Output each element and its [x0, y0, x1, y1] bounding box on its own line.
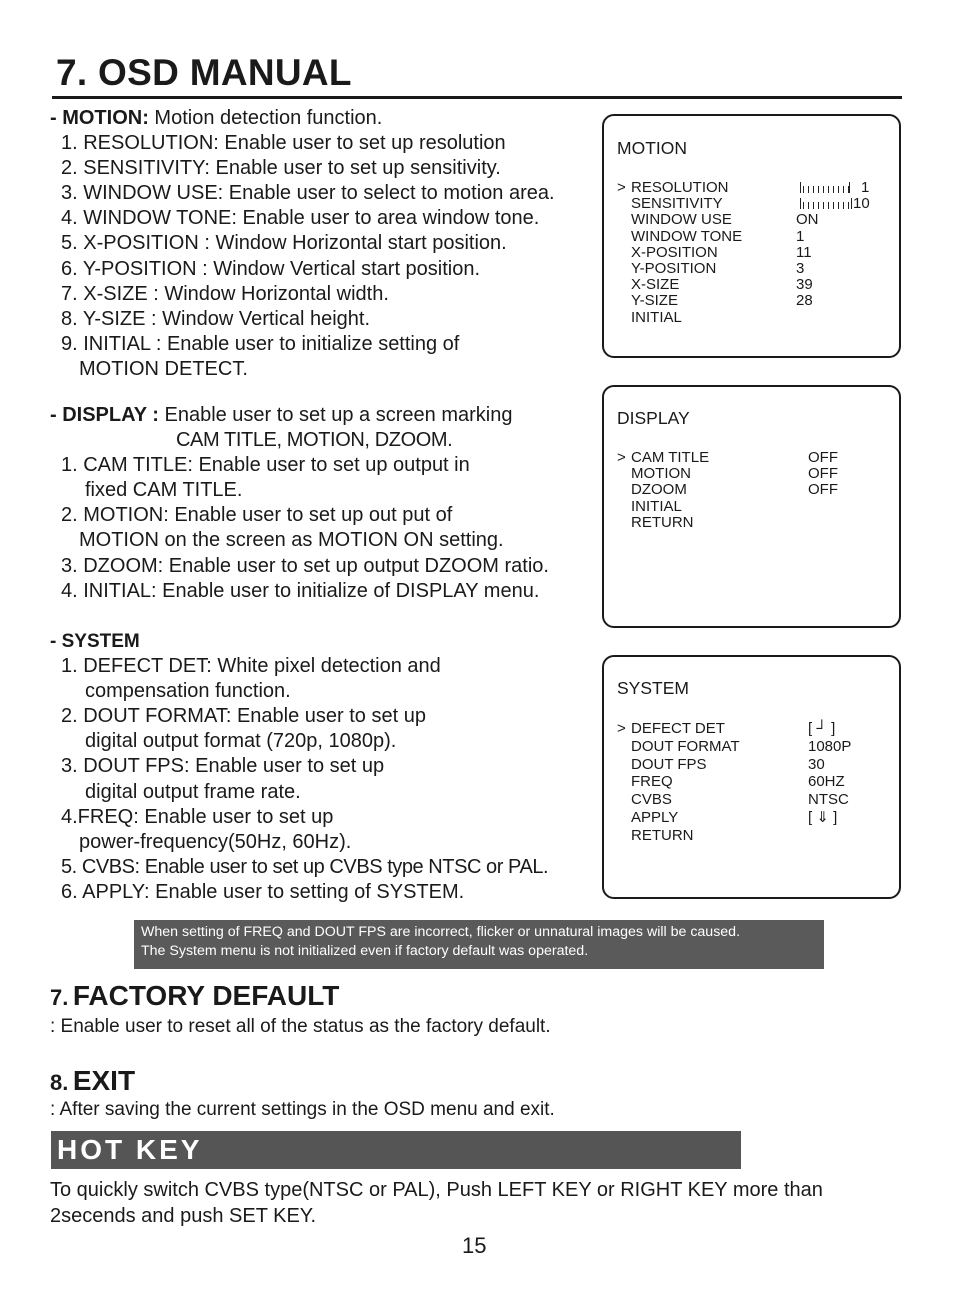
display-item-continued: MOTION on the screen as MOTION ON setting. — [79, 529, 504, 552]
osd-row-label: DOUT FPS — [631, 755, 707, 773]
osd-row-value: ON — [796, 211, 819, 229]
apply-down-arrow-icon: [ ⇓ ] — [808, 808, 838, 826]
motion-item: 7. X-SIZE : Window Horizontal width. — [61, 282, 389, 305]
system-item: 3. DOUT FPS: Enable user to set up — [61, 755, 385, 778]
osd-row-value: 28 — [796, 292, 813, 310]
display-heading-label: - DISPLAY : — [50, 404, 159, 426]
display-item: 1. CAM TITLE: Enable user to set up output in — [61, 454, 470, 477]
note-line: The System menu is not initialized even if factory default was operated. — [141, 942, 589, 959]
osd-row-value: 1080P — [808, 737, 852, 755]
system-item-continued: compensation function. — [85, 680, 291, 703]
system-item: 6. APPLY: Enable user to setting of SYSTEM. — [61, 880, 465, 903]
motion-heading — [50, 106, 555, 131]
selection-cursor-icon: > — [617, 179, 626, 196]
osd-display-panel — [602, 385, 901, 628]
section-number: 7. — [50, 985, 69, 1010]
osd-row-value: 30 — [808, 755, 825, 773]
osd-row-label: INITIAL — [631, 497, 682, 515]
enter-submenu-icon: [ ┘ ] — [808, 720, 836, 737]
hot-key-title: HOT KEY — [57, 1134, 203, 1165]
motion-section — [50, 106, 555, 382]
osd-row-value: 1 — [861, 179, 870, 196]
motion-item-continued: MOTION DETECT. — [79, 357, 248, 380]
selection-cursor-icon: > — [617, 720, 626, 737]
display-heading-desc: Enable user to set up a screen marking — [158, 404, 513, 426]
osd-row-label: RESOLUTION — [631, 179, 729, 196]
system-section — [50, 629, 548, 905]
osd-row-value: OFF — [808, 481, 838, 499]
motion-item: 1. RESOLUTION: Enable user to set up resolution — [61, 132, 506, 155]
sensitivity-slider-icon — [800, 196, 852, 212]
motion-item: 9. INITIAL : Enable user to initialize setting of — [61, 332, 460, 355]
resolution-slider-icon — [800, 180, 850, 196]
motion-item: 5. X-POSITION : Window Horizontal start position. — [61, 232, 507, 255]
page-number: 15 — [462, 1233, 487, 1258]
osd-row-value: OFF — [808, 449, 838, 466]
osd-row-label: DEFECT DET — [631, 720, 725, 737]
exit-desc: : After saving the current settings in the OSD menu and exit. — [50, 1099, 555, 1120]
note-line: When setting of FREQ and DOUT FPS are incorrect, flicker or unnatural images will be caused. — [141, 924, 741, 940]
factory-default-desc: : Enable user to reset all of the status as the factory default. — [50, 1016, 551, 1037]
osd-row-label: X-POSITION — [631, 243, 718, 261]
motion-item: 2. SENSITIVITY: Enable user to set up sensitivity. — [61, 157, 501, 180]
section-title: EXIT — [72, 1065, 136, 1096]
exit-heading — [50, 1065, 135, 1097]
osd-row-label: RETURN — [631, 513, 694, 531]
osd-system-panel — [602, 655, 901, 899]
display-item: 2. MOTION: Enable user to set up out put of — [61, 504, 453, 527]
osd-system-title: SYSTEM — [617, 678, 689, 698]
osd-row-label: Y-POSITION — [631, 259, 717, 277]
osd-display-title: DISPLAY — [617, 408, 690, 428]
system-item: 1. DEFECT DET: White pixel detection and — [61, 655, 441, 678]
motion-heading-label: - MOTION: — [50, 107, 149, 129]
osd-row-label: CAM TITLE — [631, 449, 710, 466]
osd-motion-panel — [602, 114, 901, 358]
osd-row-label: APPLY — [631, 808, 679, 826]
osd-row-value: 11 — [796, 243, 812, 261]
selection-cursor-icon: > — [617, 449, 626, 466]
section-title: FACTORY DEFAULT — [72, 980, 340, 1011]
osd-motion-title: MOTION — [617, 138, 687, 158]
motion-item: 8. Y-SIZE : Window Vertical height. — [61, 307, 371, 330]
display-heading-desc-continued: CAM TITLE, MOTION, DZOOM. — [176, 429, 453, 452]
display-item: 3. DZOOM: Enable user to set up output DZOOM ratio. — [61, 554, 549, 577]
system-item-continued: digital output frame rate. — [85, 780, 301, 803]
display-heading — [50, 403, 549, 428]
osd-row-label: DZOOM — [631, 481, 687, 499]
osd-row-label: WINDOW TONE — [631, 227, 743, 245]
display-item: 4. INITIAL: Enable user to initialize of DISPLAY menu. — [61, 579, 540, 602]
osd-row-value: 3 — [796, 259, 805, 277]
osd-row-label: Y-SIZE — [631, 292, 678, 310]
osd-row-label: SENSITIVITY — [631, 195, 723, 213]
system-item: 4.FREQ: Enable user to set up — [61, 805, 334, 828]
hot-key-desc: To quickly switch CVBS type(NTSC or PAL), Push LEFT KEY or RIGHT KEY more than 2secends and push SET KEY. — [50, 1179, 823, 1227]
osd-row-label: X-SIZE — [631, 276, 680, 294]
display-section — [50, 403, 549, 604]
osd-row-value: OFF — [808, 465, 838, 483]
title-divider — [52, 96, 902, 99]
motion-item: 6. Y-POSITION : Window Vertical start position. — [61, 257, 481, 280]
osd-row-value: 39 — [796, 276, 813, 294]
page-title: 7. OSD MANUAL — [56, 52, 352, 93]
section-number: 8. — [50, 1070, 69, 1095]
display-item-continued: fixed CAM TITLE. — [85, 479, 243, 502]
osd-row-value: 60HZ — [808, 773, 845, 791]
factory-default-heading — [50, 980, 339, 1012]
hot-key-banner — [51, 1131, 741, 1169]
osd-row-value: 1 — [796, 227, 805, 245]
system-item: 2. DOUT FORMAT: Enable user to set up — [61, 705, 426, 728]
system-item: 5. CVBS: Enable user to set up CVBS type NTSC or PAL. — [61, 855, 549, 878]
osd-row-label: CVBS — [631, 791, 672, 809]
system-item-continued: digital output format (720p, 1080p). — [85, 730, 397, 753]
osd-row-label: DOUT FORMAT — [631, 737, 740, 755]
osd-row-label: INITIAL — [631, 308, 682, 326]
warning-note — [134, 920, 824, 969]
osd-row-value: NTSC — [808, 791, 849, 809]
osd-row-label: FREQ — [631, 773, 673, 791]
motion-heading-desc: Motion detection function. — [148, 107, 383, 129]
osd-row-label: WINDOW USE — [631, 211, 732, 229]
osd-row-label: RETURN — [631, 826, 694, 844]
osd-row-value: 10 — [853, 195, 870, 213]
motion-item: 4. WINDOW TONE: Enable user to area window tone. — [61, 207, 540, 230]
motion-item: 3. WINDOW USE: Enable user to select to motion area. — [61, 182, 555, 205]
osd-row-label: MOTION — [631, 465, 691, 483]
system-item-continued: power-frequency(50Hz, 60Hz). — [79, 830, 352, 853]
system-heading: - SYSTEM — [50, 631, 140, 652]
